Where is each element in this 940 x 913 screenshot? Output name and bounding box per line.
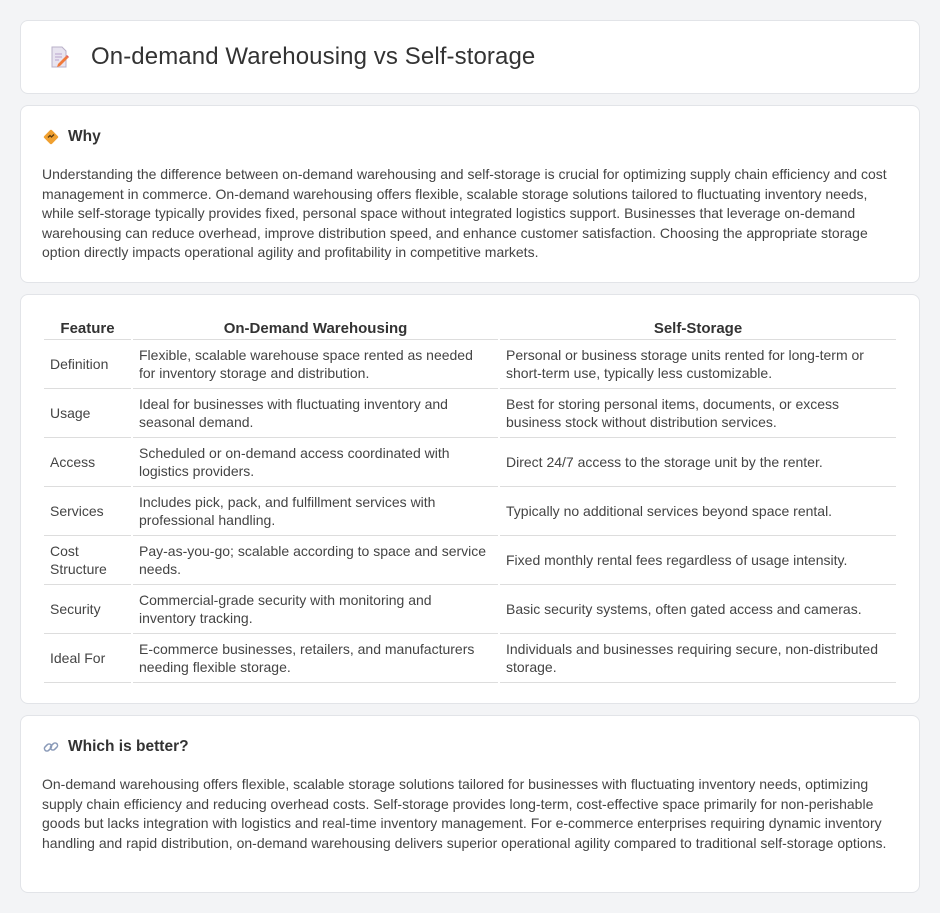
table-header-row xyxy=(44,315,896,340)
feature-cell: Security xyxy=(44,585,131,634)
self-storage-cell: Fixed monthly rental fees regardless of usage intensity. xyxy=(500,536,896,585)
document-edit-icon xyxy=(47,45,71,69)
column-header-self-storage: Self-Storage xyxy=(500,315,896,340)
column-header-on-demand: On-Demand Warehousing xyxy=(133,315,498,340)
why-text: Understanding the difference between on-demand warehousing and self-storage is crucial for optimizing supply chain efficiency and cost management in commerce. On-demand warehousing offers flexible, scalable storage solutions tailored to fluctuating inventory needs, while self-storage typically provides fixed, personal space without integrated logistics support. Businesses that leverage on-demand warehousing can reduce overhead, improve distribution speed, and enhance customer satisfaction. Choosing the appropriate storage option directly impacts operational agility and profitability in competitive markets. xyxy=(42,166,887,261)
table-row xyxy=(44,389,896,438)
feature-cell: Definition xyxy=(44,340,131,389)
which-is-better-heading xyxy=(42,738,898,756)
which-is-better-text: On-demand warehousing offers flexible, scalable storage solutions tailored for businesses with fluctuating inventory needs, optimizing supply chain efficiency and reducing overhead costs. Self-storage provides long-term, cost-effective space primarily for non-perishable goods but lacks integration with logistics and real-time inventory management. For e-commerce enterprises requiring dynamic inventory handling and rapid distribution, on-demand warehousing delivers superior operational agility compared to traditional self-storage options. xyxy=(42,776,887,851)
self-storage-cell: Basic security systems, often gated access and cameras. xyxy=(500,585,896,634)
comparison-table xyxy=(42,315,898,683)
feature-cell: Ideal For xyxy=(44,634,131,683)
on-demand-cell: Scheduled or on-demand access coordinated with logistics providers. xyxy=(133,438,498,487)
on-demand-cell: Pay-as-you-go; scalable according to space and service needs. xyxy=(133,536,498,585)
on-demand-cell: Includes pick, pack, and fulfillment services with professional handling. xyxy=(133,487,498,536)
why-title: Why xyxy=(68,128,101,145)
on-demand-cell: Flexible, scalable warehouse space rented as needed for inventory storage and distribution. xyxy=(133,340,498,389)
table-row xyxy=(44,585,896,634)
table-row xyxy=(44,536,896,585)
diamond-warning-icon xyxy=(42,128,60,146)
comparison-table-section xyxy=(20,294,920,704)
which-is-better-title: Which is better? xyxy=(68,738,189,755)
why-section xyxy=(20,105,920,283)
which-is-better-section xyxy=(20,715,920,893)
page-header xyxy=(20,20,920,94)
feature-cell: Services xyxy=(44,487,131,536)
page-title: On-demand Warehousing vs Self-storage xyxy=(91,43,536,70)
self-storage-cell: Direct 24/7 access to the storage unit by the renter. xyxy=(500,438,896,487)
self-storage-cell: Typically no additional services beyond space rental. xyxy=(500,487,896,536)
table-row xyxy=(44,438,896,487)
column-header-feature: Feature xyxy=(44,315,131,340)
on-demand-cell: Ideal for businesses with fluctuating inventory and seasonal demand. xyxy=(133,389,498,438)
feature-cell: Cost Structure xyxy=(44,536,131,585)
self-storage-cell: Individuals and businesses requiring secure, non-distributed storage. xyxy=(500,634,896,683)
on-demand-cell: Commercial-grade security with monitoring and inventory tracking. xyxy=(133,585,498,634)
table-row xyxy=(44,634,896,683)
on-demand-cell: E-commerce businesses, retailers, and manufacturers needing flexible storage. xyxy=(133,634,498,683)
self-storage-cell: Personal or business storage units rented for long-term or short-term use, typically less customizable. xyxy=(500,340,896,389)
self-storage-cell: Best for storing personal items, documents, or excess business stock without distribution services. xyxy=(500,389,896,438)
table-row xyxy=(44,340,896,389)
link-icon xyxy=(42,738,60,756)
feature-cell: Usage xyxy=(44,389,131,438)
why-heading xyxy=(42,128,898,146)
feature-cell: Access xyxy=(44,438,131,487)
table-row xyxy=(44,487,896,536)
